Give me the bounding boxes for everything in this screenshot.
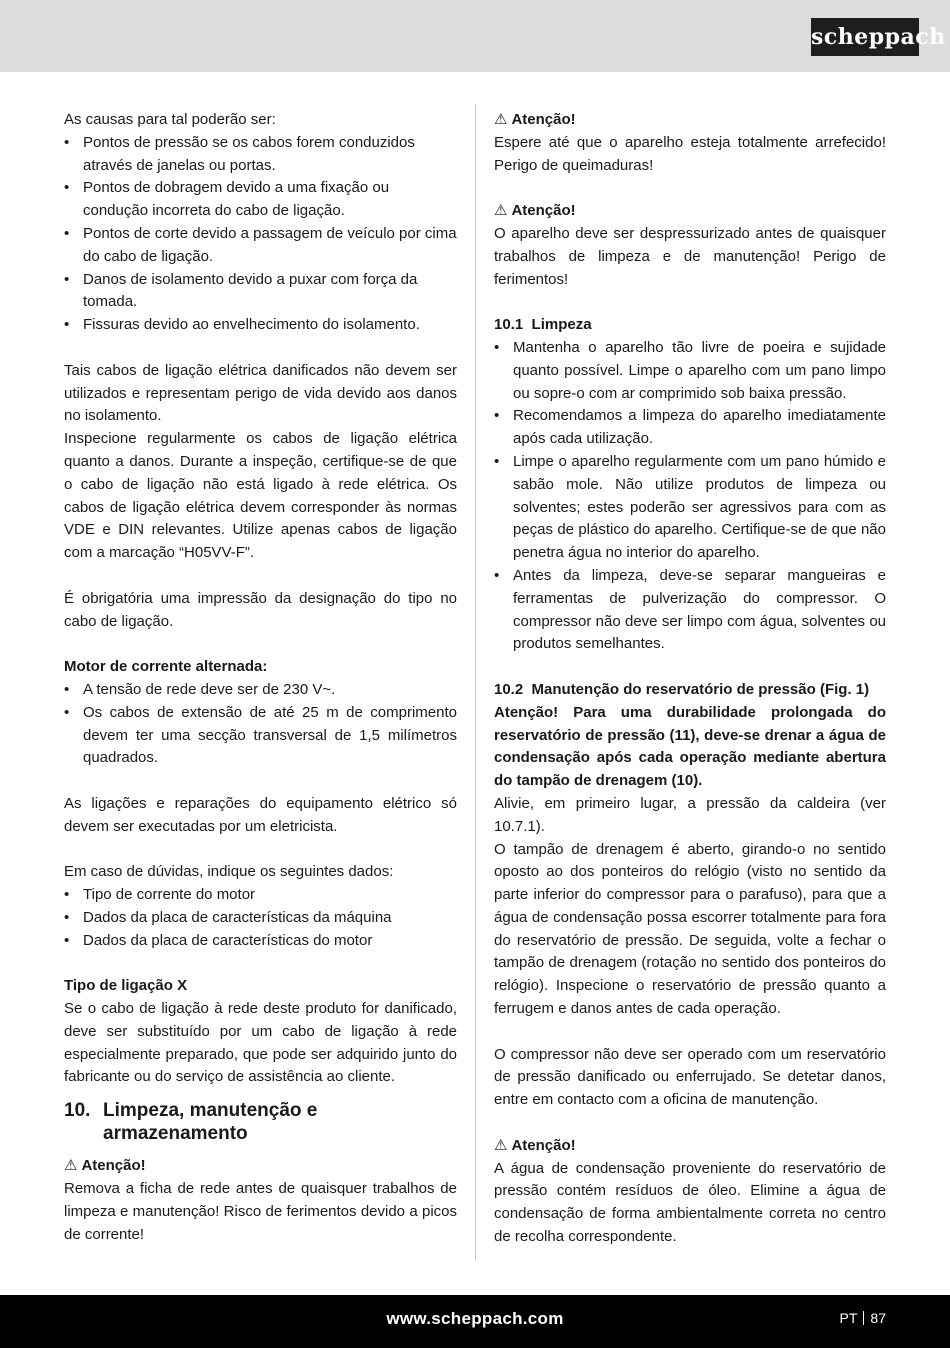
list-item: • Danos de isolamento devido a puxar com força da tomada. xyxy=(64,269,457,315)
list-item: • Fissuras devido ao envelhecimento do isolamento. xyxy=(64,314,457,337)
warning-text: O aparelho deve ser despressurizado antes de quaisquer trabalhos de limpeza e de manutenção! Perigo de ferimentos! xyxy=(494,224,886,288)
warning-icon: ⚠ xyxy=(494,111,508,128)
warning-title: ⚠ Atenção! xyxy=(494,111,576,128)
section-number: 10. xyxy=(64,1100,91,1122)
list-item: • Dados da placa de características do motor xyxy=(64,930,457,953)
footer-url[interactable]: www.scheppach.com xyxy=(386,1309,564,1328)
column-divider xyxy=(475,104,476,1260)
list-item: • Pontos de dobragem devido a uma fixação ou condução incorreta do cabo de ligação. xyxy=(64,177,457,223)
paragraph: Se o cabo de ligação à rede deste produto for danificado, deve ser substituído por um cabo de ligação à rede especialmente preparado, que pode ser adquirido junto do fabricante ou do serviço de assistência ao cliente. xyxy=(64,1000,457,1086)
warning-text: Remova a ficha de rede antes de quaisquer trabalhos de limpeza e manutenção! Risco de ferimentos devido a picos de corrente! xyxy=(64,1180,457,1243)
tipo-heading: Tipo de ligação X xyxy=(64,977,188,995)
causes-list xyxy=(64,132,457,337)
paragraph: Inspecione regularmente os cabos de ligação elétrica quanto a danos. Durante a inspeção, certifique-se de que o cabo de ligação não está ligado à rede elétrica. Os cabos de ligação elétrica devem corresponder às normas VDE e DIN relevantes. Utilize apenas cabos de ligação com a marcação “H05VV-F”. xyxy=(64,430,457,562)
cleaning-list xyxy=(494,337,886,656)
warning-text: A água de condensação proveniente do reservatório de pressão contém resíduos de óleo. Elimine a água de condensação de forma ambientalmente correta no centro de recolha correspondente. xyxy=(494,1159,886,1246)
paragraph: Tais cabos de ligação elétrica danificados não devem ser utilizados e representam perigo de vida devido aos danos no isolamento. xyxy=(64,361,457,425)
section-title: Limpeza, manutenção e armazenamento xyxy=(103,1100,318,1145)
doubts-intro: Em caso de dúvidas, indique os seguintes dados: xyxy=(64,863,394,881)
warning-title: ⚠ Atenção! xyxy=(494,202,576,220)
list-item: • Tipo de corrente do motor xyxy=(64,884,457,907)
warning-title: ⚠ Atenção! xyxy=(64,1157,146,1175)
motor-heading: Motor de corrente alternada: xyxy=(64,658,268,676)
page-number: PT 87 xyxy=(839,1310,886,1326)
list-item: • Pontos de corte devido a passagem de veículo por cima do cabo de ligação. xyxy=(64,223,457,269)
list-item: • Recomendamos a limpeza do aparelho imediatamente após cada utilização. xyxy=(494,405,886,451)
bold-notice: Atenção! Para uma durabilidade prolongada do reservatório de pressão (11), deve-se drenar a água de condensação após cada operação mediante abertura do tampão de drenagem (10). xyxy=(494,703,886,790)
list-item: • Os cabos de extensão de até 25 m de comprimento devem ter uma secção transversal de 1,5 milímetros quadrados. xyxy=(64,702,457,770)
warning-icon: ⚠ xyxy=(494,202,508,220)
paragraph: O tampão de drenagem é aberto, girando-o no sentido oposto ao dos ponteiros do relógio (visto no sentido da parte inferior do compressor para o parafuso), para que a água de condensação possa escorrer totalmente para fora do reservatório de pressão. De seguida, volte a fechar o tampão de drenagem (rotação no sentido dos ponteiros do relógio). Inspecione o reservatório de pressão quanto a ferrugem e danos antes de cada operação. xyxy=(494,840,886,1018)
list-item: • Limpe o aparelho regularmente com um pano húmido e sabão mole. Não utilize produtos de limpeza ou solventes; estes poderão ser agressivos para com as peças de plástico do aparelho. Certifique-se de que não penetra água no interior do aparelho. xyxy=(494,451,886,565)
causes-intro: As causas para tal poderão ser: xyxy=(64,111,276,128)
list-item: • Dados da placa de características da máquina xyxy=(64,907,457,930)
motor-list xyxy=(64,679,457,770)
left-column xyxy=(64,109,457,1246)
list-item: • Pontos de pressão se os cabos forem conduzidos através de janelas ou portas. xyxy=(64,132,457,178)
list-item: • Mantenha o aparelho tão livre de poeira e sujidade quanto possível. Limpe o aparelho com um pano limpo ou sopre-o com ar comprimido sob baixa pressão. xyxy=(494,337,886,405)
header-band xyxy=(0,0,950,72)
warning-title: ⚠ Atenção! xyxy=(494,1136,576,1154)
footer-bar xyxy=(0,1295,950,1348)
brand-logo: scheppach xyxy=(811,18,919,56)
doubts-list xyxy=(64,884,457,952)
warning-icon: ⚠ xyxy=(494,1136,508,1154)
section-heading xyxy=(64,1099,457,1145)
list-item: • Antes da limpeza, deve-se separar mangueiras e ferramentas de pulverização do compressor. O compressor não deve ser limpo com água, solventes ou produtos semelhantes. xyxy=(494,565,886,656)
paragraph: As ligações e reparações do equipamento elétrico só devem ser executadas por um eletricista. xyxy=(64,794,457,835)
list-item: • A tensão de rede deve ser de 230 V~. xyxy=(64,679,457,702)
paragraph: Alivie, em primeiro lugar, a pressão da caldeira (ver 10.7.1). xyxy=(494,794,886,835)
paragraph: O compressor não deve ser operado com um reservatório de pressão danificado ou enferrujado. Se detetar danos, entre em contacto com a oficina de manutenção. xyxy=(494,1045,886,1109)
subsection-heading: 10.1 Limpeza xyxy=(494,316,592,334)
subsection-heading: 10.2 Manutenção do reservatório de pressão (Fig. 1) xyxy=(494,680,870,698)
warning-icon: ⚠ xyxy=(64,1157,78,1175)
paragraph: É obrigatória uma impressão da designação do tipo no cabo de ligação. xyxy=(64,589,457,630)
right-column xyxy=(494,109,886,1249)
warning-text: Espere até que o aparelho esteja totalmente arrefecido! Perigo de queimaduras! xyxy=(494,133,886,174)
